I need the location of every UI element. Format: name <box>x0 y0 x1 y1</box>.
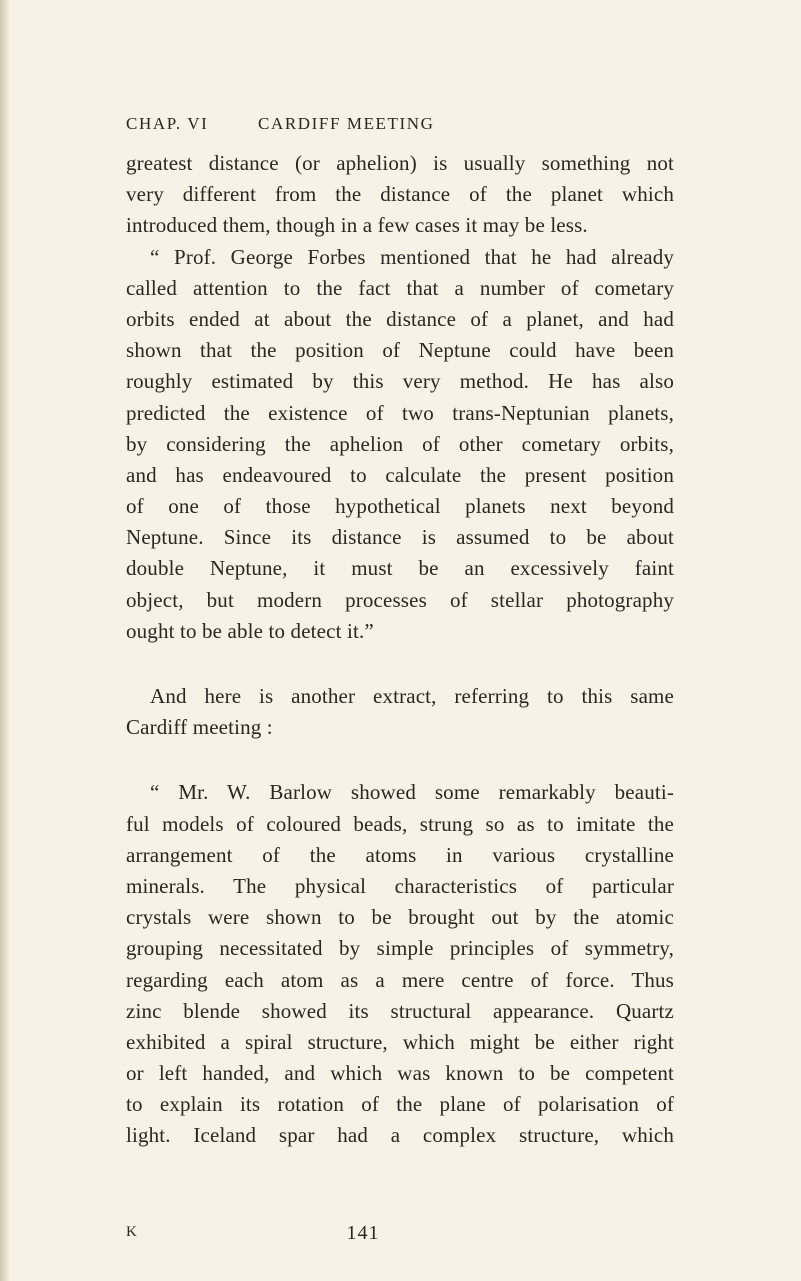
text-line: object, but modern processes of stellar photography <box>126 587 674 612</box>
text-line: very different from the distance of the planet which <box>126 182 674 207</box>
paragraph-gap <box>126 647 674 681</box>
text-line: introduced them, though in a few cases it may be less. <box>126 213 588 238</box>
text-line: to explain its rotation of the plane of polarisation of <box>126 1092 674 1117</box>
text-line: And here is another extract, referring to this same <box>150 684 674 708</box>
text-line: called attention to the fact that a number of cometary <box>126 275 674 300</box>
signature-mark: K <box>126 1224 138 1240</box>
text-line: and has endeavoured to calculate the present position <box>126 462 674 487</box>
text-line: “ Mr. W. Barlow showed some remarkably beauti- <box>150 780 674 805</box>
running-title: CARDIFF MEETING <box>258 114 435 133</box>
paragraph-gap <box>126 743 674 777</box>
running-head <box>126 114 666 138</box>
text-line: exhibited a spiral structure, which might be either right <box>126 1029 674 1054</box>
text-line: greatest distance (or aphelion) is usually something not <box>126 151 674 175</box>
text-line: ful models of coloured beads, strung so as to imitate the <box>126 811 674 836</box>
text-line: grouping necessitated by simple principles of symmetry, <box>126 936 674 961</box>
text-line: or left handed, and which was known to be competent <box>126 1061 674 1086</box>
text-line: zinc blende showed its structural appearance. Quartz <box>126 998 674 1023</box>
text-line: predicted the existence of two trans-Neptunian planets, <box>126 400 674 425</box>
text-line: Neptune. Since its distance is assumed to be about <box>126 525 674 550</box>
text-line: by considering the aphelion of other cometary orbits, <box>126 431 674 456</box>
text-line: double Neptune, it must be an excessively faint <box>126 556 674 581</box>
text-line: arrangement of the atoms in various crystalline <box>126 842 674 867</box>
text-line: of one of those hypothetical planets next beyond <box>126 494 674 519</box>
text-line: ought to be able to detect it.” <box>126 618 374 643</box>
page-number: 141 <box>346 1222 380 1244</box>
text-line: orbits ended at about the distance of a planet, and had <box>126 306 674 331</box>
text-line: shown that the position of Neptune could have been <box>126 338 674 363</box>
body-text <box>126 148 674 1152</box>
text-line: roughly estimated by this very method. He has also <box>126 369 674 394</box>
chapter-label: CHAP. VI <box>126 114 209 133</box>
text-line: “ Prof. George Forbes mentioned that he had already <box>150 244 674 269</box>
text-line: minerals. The physical characteristics of particular <box>126 873 674 898</box>
text-line: regarding each atom as a mere centre of force. Thus <box>126 967 674 992</box>
text-line: crystals were shown to be brought out by the atomic <box>126 905 674 930</box>
text-line: light. Iceland spar had a complex structure, which <box>126 1123 674 1148</box>
text-line: Cardiff meeting : <box>126 715 273 740</box>
